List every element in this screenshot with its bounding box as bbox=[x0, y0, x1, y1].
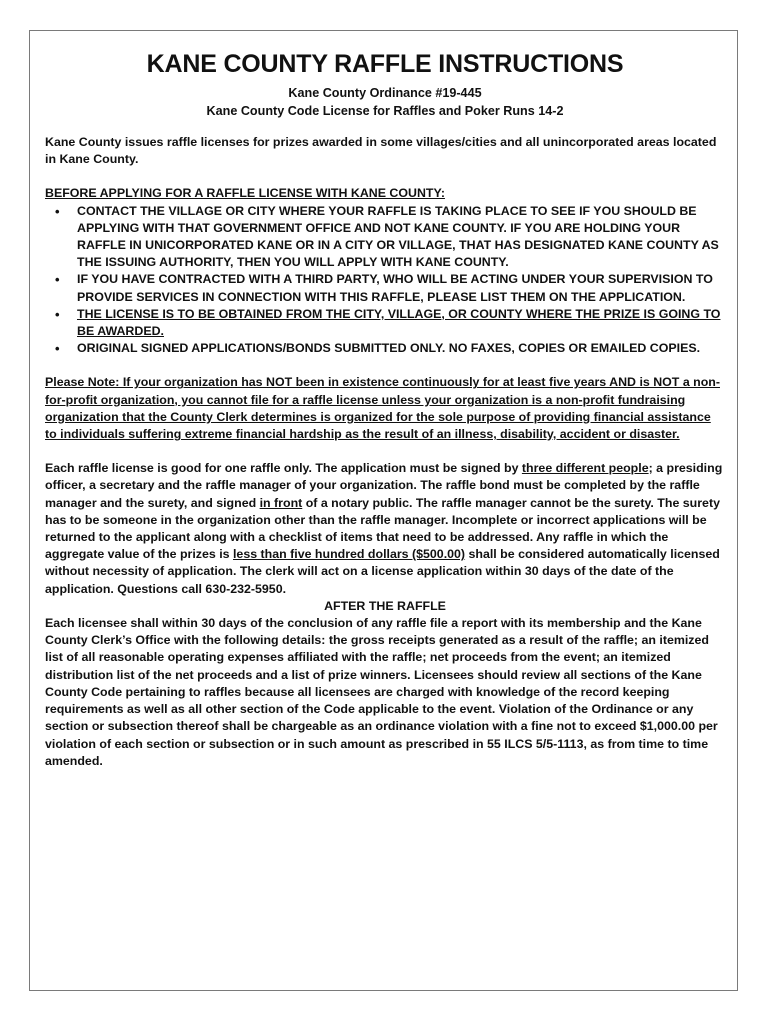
license-paragraph bbox=[45, 460, 725, 598]
list-item: • ORIGINAL SIGNED APPLICATIONS/BONDS SUBMITTED ONLY. NO FAXES, COPIES OR EMAILED COPIES. bbox=[45, 340, 725, 357]
document-body bbox=[45, 49, 725, 770]
page-title: KANE COUNTY RAFFLE INSTRUCTIONS bbox=[146, 50, 624, 78]
document-page bbox=[29, 30, 738, 991]
license-text: ; a presiding officer, a secretary and the raffle manager of your organization. The raffle bond must be completed by the raffle manager and the surety, and signed bbox=[45, 461, 723, 510]
license-emphasis: three different people bbox=[521, 461, 649, 476]
ordinance-subtitle: Kane County Ordinance #19-445 bbox=[288, 86, 482, 100]
instruction-list bbox=[45, 203, 725, 358]
license-emphasis: less than five hundred dollars ($500.00) bbox=[232, 547, 466, 562]
license-text: of a notary public. The raffle manager cannot be the surety. The surety has to be someone in the organization other than the raffle manager. Incomplete or incorrect applications will be returned to the applicant along with a checklist of items that need to be addressed. Any raffle in which the aggregate value of the prizes is bbox=[45, 495, 720, 562]
before-applying-heading: BEFORE APPLYING FOR A RAFFLE LICENSE WITH KANE COUNTY: bbox=[45, 186, 445, 201]
license-text: shall be considered automatically licensed without necessity of application. The clerk will act on a license application within 30 days of the date of the application. Questions call 630-232-5950. bbox=[45, 547, 720, 596]
after-raffle-paragraph: Each licensee shall within 30 days of the conclusion of any raffle file a report with its membership and the Kane County Clerk’s Office with the following details: the gross receipts generated as a result of the raffle; an itemized list of all reasonable operating expenses affiliated with the raffle; net proceeds from the event; an itemized distribution list of the net proceeds and a list of prize winners. Licensees should review all sections of the Kane County Code pertaining to raffles because all licensees are charged with knowledge of the record keeping requirements as well as all other section of the Code applicable to the event. Violation of the Ordinance or any section or subsection thereof shall be chargeable as an ordinance violation with a fine not to exceed $1,000.00 per violation of each section or subsection or in such amount as prescribed in 55 ILCS 5/5-1113, as from time to time amended. bbox=[45, 616, 718, 768]
after-raffle-heading: AFTER THE RAFFLE bbox=[324, 598, 446, 613]
code-subtitle: Kane County Code License for Raffles and Poker Runs 14-2 bbox=[206, 104, 564, 118]
list-item: • IF YOU HAVE CONTRACTED WITH A THIRD PARTY, WHO WILL BE ACTING UNDER YOUR SUPERVISION TO PROVIDE SERVICES IN CONNECTION WITH THIS RAFFLE, PLEASE LIST THEM ON THE APPLICATION. bbox=[45, 271, 725, 305]
list-item: • CONTACT THE VILLAGE OR CITY WHERE YOUR RAFFLE IS TAKING PLACE TO SEE IF YOU SHOULD BE APPLYING WITH THAT GOVERNMENT OFFICE AND NOT KANE COUNTY. IF YOU ARE HOLDING YOUR RAFFLE IN UNICORPORATED KANE OR IN A CITY OR VILLAGE, THAT HAS DESIGNATED KANE COUNTY AS THE ISSUING AUTHORITY, THEN YOU WILL APPLY WITH KANE COUNTY. bbox=[45, 203, 725, 272]
intro-paragraph: Kane County issues raffle licenses for prizes awarded in some villages/cities and all unincorporated areas located in Kane County. bbox=[45, 135, 717, 167]
please-note-paragraph: Please Note: If your organization has NOT been in existence continuously for at least five years AND is NOT a non-for-profit organization, you cannot file for a raffle license unless your organization is a non-profit fundraising organization that the County Clerk determines is organized for the sole purpose of providing financial assistance to individuals suffering extreme financial hardship as the result of an illness, disability, accident or disaster. bbox=[45, 375, 720, 442]
license-emphasis: in front bbox=[259, 495, 303, 510]
list-item: • THE LICENSE IS TO BE OBTAINED FROM THE CITY, VILLAGE, OR COUNTY WHERE THE PRIZE IS GOING TO BE AWARDED. bbox=[45, 306, 725, 340]
license-text: Each raffle license is good for one raffle only. The application must be signed by bbox=[45, 461, 522, 476]
